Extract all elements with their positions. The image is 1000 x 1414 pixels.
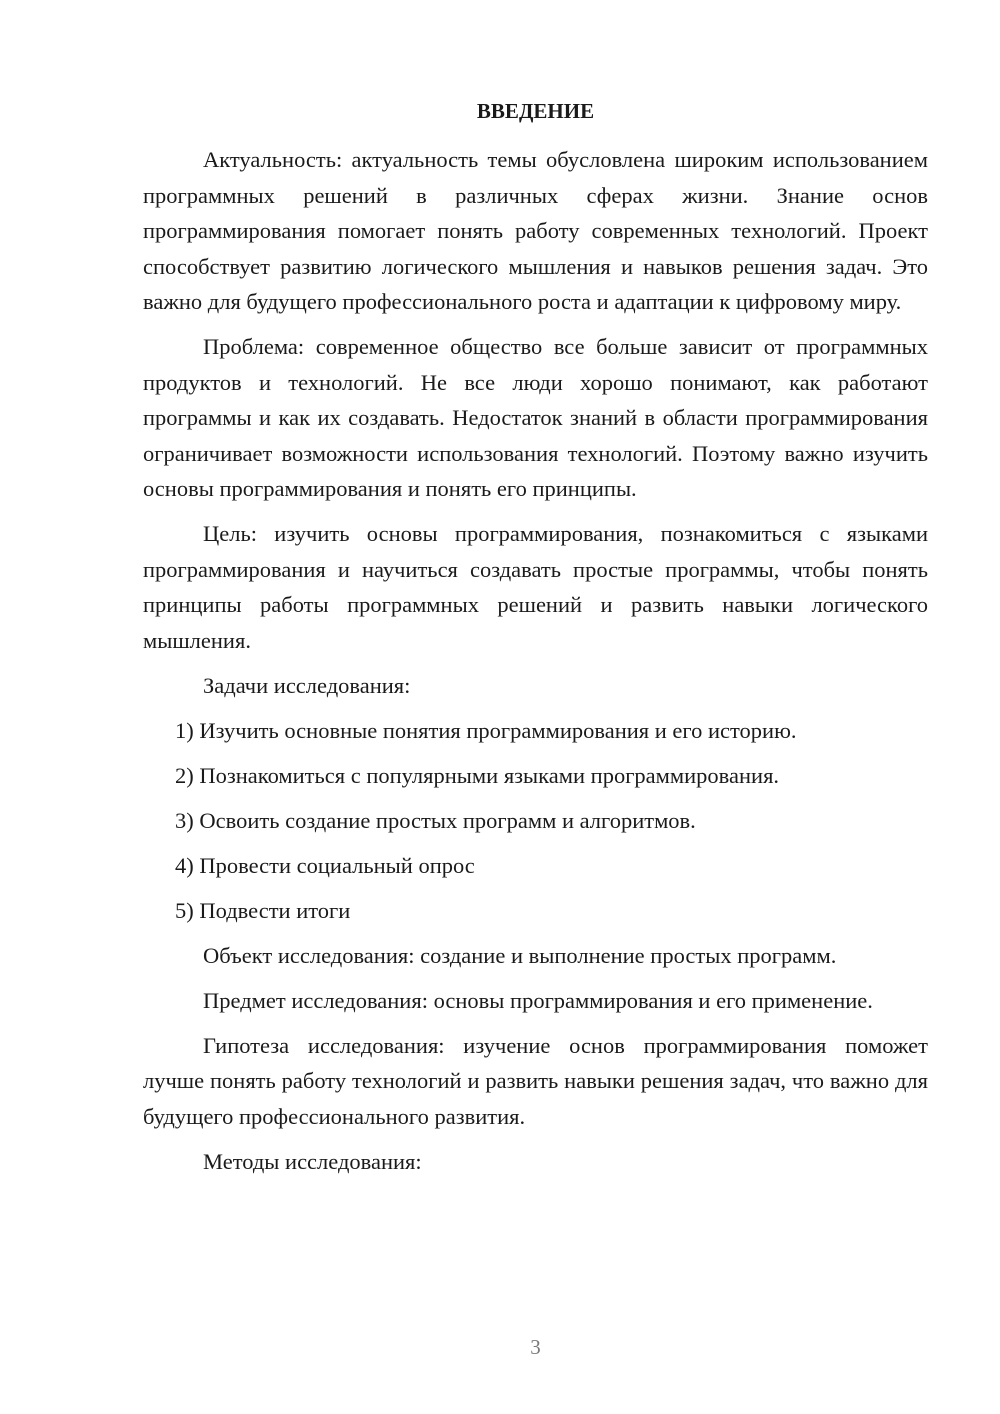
tasks-heading: Задачи исследования: xyxy=(203,672,411,698)
list-item: 3) Освоить создание простых программ и алгоритмов. xyxy=(175,807,696,833)
relevance-paragraph: Актуальность: актуальность темы обусловлена широким использованием программных решений в различных сферах жизни. Знание основ программирования помогает понять работу современных технологий. Проект способствует развитию логического мышления и навыков решения задач. Это важно для будущего профессионального роста и адаптации к цифровому миру. xyxy=(143,147,928,314)
problem-paragraph: Проблема: современное общество все больше зависит от программных продуктов и технологий. Не все люди хорошо понимают, как работают программы и как их создавать. Недостаток знаний в области программирования ограничивает возможности использования технологий. Поэтому важно изучить основы программирования и понять его принципы. xyxy=(143,334,928,501)
subject-paragraph: Предмет исследования: основы программирования и его применение. xyxy=(203,987,873,1013)
list-item: 2) Познакомиться с популярными языками программирования. xyxy=(175,762,780,788)
document-page xyxy=(143,0,928,1414)
list-item: 1) Изучить основные понятия программирования и его историю. xyxy=(175,717,797,743)
list-item: 5) Подвести итоги xyxy=(175,897,351,923)
list-item: 4) Провести социальный опрос xyxy=(175,852,475,878)
document-body xyxy=(143,142,928,1189)
hypothesis-paragraph: Гипотеза исследования: изучение основ программирования поможет лучше понять работу технологий и развить навыки решения задач, что важно для будущего профессионального развития. xyxy=(143,1032,928,1129)
page-number: 3 xyxy=(530,1335,541,1359)
goal-paragraph: Цель: изучить основы программирования, познакомиться с языками программирования и научиться создавать простые программы, чтобы понять принципы работы программных решений и развить навыки логического мышления. xyxy=(143,521,928,653)
object-paragraph: Объект исследования: создание и выполнение простых программ. xyxy=(203,942,837,968)
tasks-list xyxy=(143,713,928,929)
methods-heading: Методы исследования: xyxy=(203,1148,422,1174)
page-title: ВВЕДЕНИЕ xyxy=(476,99,595,123)
